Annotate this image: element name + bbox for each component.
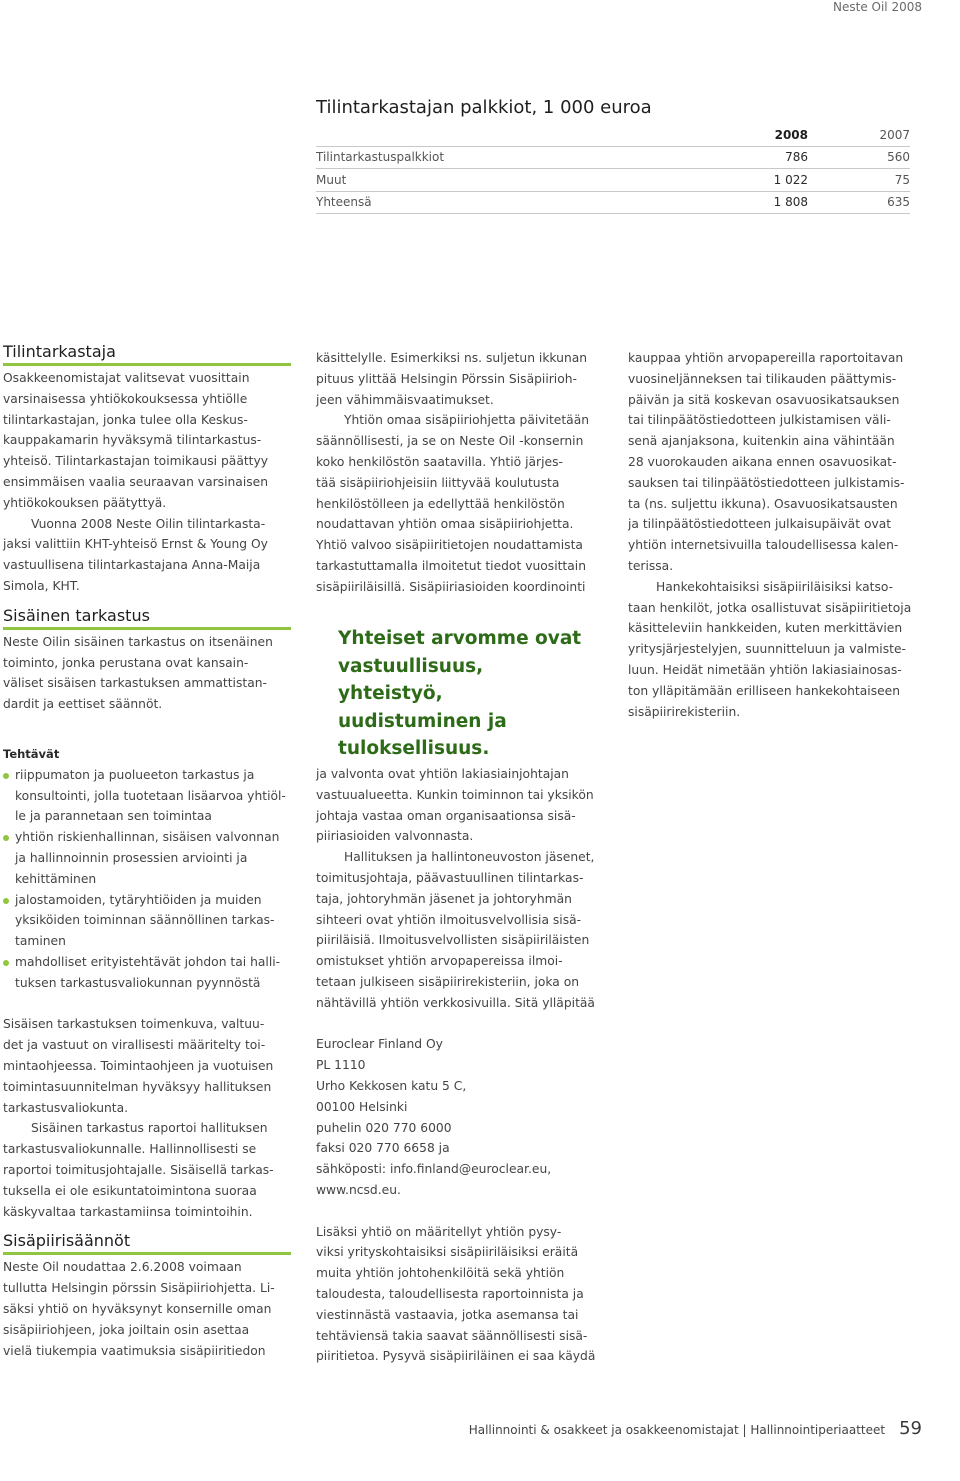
column-2-bottom (316, 764, 608, 1367)
row-label: Yhteensä (316, 195, 372, 210)
value-2007: 560 (887, 150, 910, 165)
column-header-2008: 2008 (774, 127, 808, 142)
value-2008: 786 (785, 150, 808, 165)
closed-window-text: kauppaa yhtiön arvopapereilla raportoitavan vuosineljänneksen tai tilikauden päättymis- päivän ja sitä koskevan osavuosikatsauksen tai tilinpäätöstiedotteen julkistamisen väli- senä ajanjaksona, kuitenkin aina vähintään 28 vuorokauden aikana ennen osavuosikat- sauksen tai tilinpäätöstiedotteen julkistamis- ta (ns. suljettu ikkuna). Osavuosikatsausten ja tilinpäätöstiedotteen julkaisupäivät ovat yhtiön internetsivuilla taloudellisessa kalen- terissa. (628, 351, 905, 573)
value-2008: 1 808 (773, 195, 808, 210)
list-item: riippumaton ja puolueeton tarkastus ja konsultointi, jolla tuotetaan lisäarvoa yhtiöl- le ja parannetaan sen toimintaa (3, 765, 293, 827)
tasks-list (3, 765, 293, 994)
bullet-icon (3, 898, 9, 904)
fees-table-header (316, 124, 910, 147)
page-footer (469, 1418, 922, 1439)
list-item: jalostamoiden, tytäryhtiöiden ja muiden yksiköiden toiminnan säännöllinen tarkas- taminen (3, 890, 293, 952)
insiders-text: Hallituksen ja hallintoneuvoston jäsenet, toimitusjohtaja, päävastuullinen tilintarkas- taja, johtoryhmän jäsenet ja johtoryhmän sihteeri ovat yhtiön ilmoitusvelvollisia sisä- piiriläisiä. Ilmoitusvelvollisten sisäpiiriläisten omistukset yhtiön arvopapereissa ilmoi- tetaan julkiseen sisäpiirirekisteriin, joka on nähtävillä yhtiön verkkosivuilla. Sitä ylläpitää (316, 850, 595, 1010)
mandate-text: Sisäisen tarkastuksen toimenkuva, valtuu- det ja vastuut on virallisesti määritelty toi- mintaohjeessa. Toimintaohjeen ja vuotuisen toimintasuunnitelman hyväksyy hallituksen tarkastusvaliokunta. (3, 1017, 274, 1115)
running-head: Neste Oil 2008 (833, 0, 922, 14)
value-2007: 75 (894, 172, 910, 187)
fees-table-title: Tilintarkastajan palkkiot, 1 000 euroa (316, 97, 652, 118)
bullet-icon (3, 960, 9, 966)
list-item: mahdolliset erityistehtävät johdon tai halli- tuksen tarkastusvaliokunnan pyynnöstä (3, 952, 293, 994)
bullet-icon (3, 835, 9, 841)
page-number: 59 (899, 1418, 922, 1439)
table-row (316, 169, 910, 192)
insider-supervision-text: ja valvonta ovat yhtiön lakiasiainjohtajan vastuualueetta. Kunkin toiminnon tai yksikön johtaja vastaa oman organisaationsa sisä- piiriasioiden valvonnasta. (316, 767, 594, 844)
values-quote: Yhteiset arvomme ovat vastuullisuus, yhteistyö, uudistuminen ja tuloksellisuus. (338, 628, 582, 759)
insider-guideline-text: Yhtiön omaa sisäpiiriohjetta päivitetään säännöllisesti, ja se on Neste Oil -konsernin koko henkilöstön saatavilla. Yhtiö järjes- tää sisäpiiriohjeisiin liittyvää koulutusta henkilöstölleen ja edellyttää henkilöstön noudattavan yhtiön omaa sisäpiiriohjetta. Yhtiö valvoo sisäpiiritietojen noudattamista tarkastuttamalla ilmoitetut tiedot vuosittain sisäpiiriläisillä. Sisäpiiriasioiden koordinointi (316, 413, 590, 594)
insider-rules-text: Neste Oil noudattaa 2.6.2008 voimaan tullutta Helsingin pörssin Sisäpiiriohjetta. Li- säksi yhtiö on hyväksynyt konsernille oman sisäpiiriohjeen, joka joiltain osin asettaa vielä tiukempia vaatimuksia sisäpiiritiedon (3, 1260, 275, 1358)
column-3 (628, 348, 924, 722)
column-1-top (3, 341, 293, 715)
column-1-bottom (3, 744, 293, 1361)
reporting-text: Sisäinen tarkastus raportoi hallituksen tarkastusvaliokunnalle. Hallinnollisesti se raportoi toimitusjohtajalle. Sisäisellä tarkas- tuksella ei ole esikuntatoimintona suoraa käskyvaltaa tarkastamiinsa toimintoihin. (3, 1121, 274, 1219)
auditor-text: Osakkeenomistajat valitsevat vuosittain varsinaisessa yhtiökokouksessa yhtiölle tilintarkastajan, jonka tulee olla Keskus- kauppakamarin hyväksymä tilintarkastus- yhteisö. Tilintarkastajan toimikausi päättyy ensimmäisen vaalia seuraavan varsinaisen yhtiökokouksen päätyttyä. (3, 371, 269, 510)
auditor-text-2: Vuonna 2008 Neste Oilin tilintarkasta- jaksi valittiin KHT-yhteisö Ernst & Young Oy vastuullisena tilintarkastajana Anna-Maija Simola, KHT. (3, 516, 268, 593)
row-label: Muut (316, 172, 347, 187)
column-header-2007: 2007 (879, 127, 910, 142)
table-row (316, 147, 910, 170)
auditor-heading: Tilintarkastaja (3, 341, 291, 366)
permanent-insiders-text: Lisäksi yhtiö on määritellyt yhtiön pysy- viksi yrityskohtaisiksi sisäpiiriläisiksi eräitä muita yhtiön johtohenkilöitä sekä yhtiön taloudesta, taloudellisesta raportoinnista ja viestinnästä vastaavia, jotka asemansa tai tehtäviensä takia saavat säännöllisesti sisä- piiritietoa. Pysyvä sisäpiiriläinen ei saa käydä (316, 1224, 596, 1364)
bullet-icon (3, 773, 9, 779)
list-item: yhtiön riskienhallinnan, sisäisen valvonnan ja hallinnoinnin prosessien arviointi ja kehittäminen (3, 827, 293, 889)
column-2-top (316, 348, 608, 598)
row-label: Tilintarkastuspalkkiot (316, 150, 445, 165)
footer-section-title: Hallinnointi & osakkeet ja osakkeenomistajat | Hallinnointiperiaatteet (468, 1423, 886, 1437)
table-row (316, 192, 910, 215)
tasks-heading: Tehtävät (3, 747, 60, 761)
internal-audit-text: Neste Oilin sisäinen tarkastus on itsenäinen toiminto, jonka perustana ovat kansain- väliset sisäisen tarkastuksen ammattistan- dardit ja eettiset säännöt. (3, 634, 273, 712)
euroclear-address: Euroclear Finland Oy PL 1110 Urho Kekkosen katu 5 C, 00100 Helsinki puhelin 020 770 6000 faksi 020 770 6658 ja sähköposti: info.finland@euroclear.eu, www.ncsd.eu. (316, 1037, 552, 1197)
value-2008: 1 022 (773, 172, 808, 187)
internal-audit-heading: Sisäinen tarkastus (3, 605, 291, 630)
insider-text-continued: käsittelylle. Esimerkiksi ns. suljetun ikkunan pituus ylittää Helsingin Pörssin Sisäpiirioh- jeen vähimmäisvaatimukset. (316, 351, 588, 407)
fees-table (316, 124, 910, 214)
insider-rules-heading: Sisäpiirisäännöt (3, 1230, 291, 1255)
project-insiders-text: Hankekohtaisiksi sisäpiiriläisiksi katso- taan henkilöt, jotka osallistuvat sisäpiiritietoja käsitteleviin hankkeiden, kuten merkittävien yritysjärjestelyjen, suunnitteluun ja valmiste- luun. Heidät nimetään yhtiön lakiasiainosas- ton ylläpitämään erilliseen hankekohtaiseen sisäpiirirekisteriin. (628, 579, 912, 719)
value-2007: 635 (887, 195, 910, 210)
